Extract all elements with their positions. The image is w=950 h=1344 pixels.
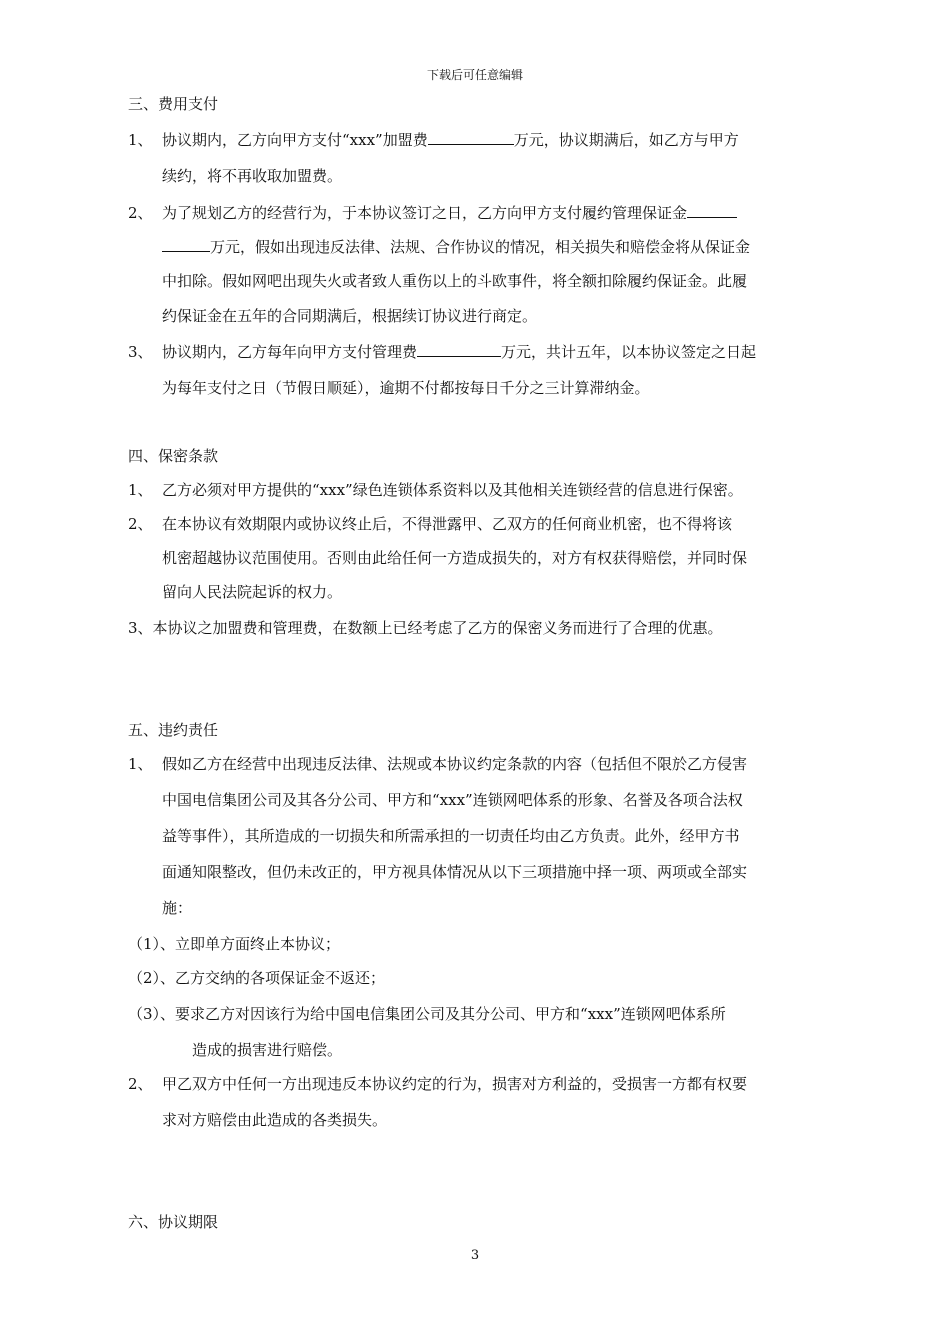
s3-item-3-line-1: 协议期内，乙方每年向甲方支付管理费 万元，共计五年，以本协议签定之日起: [162, 343, 757, 361]
s3-item-2-number: 2、: [128, 204, 153, 222]
s5-item-1-line-2: 中国电信集团公司及其各分公司、甲方和“xxx”连锁网吧体系的形象、名誉及各项合法权: [162, 791, 743, 809]
s5-item-1-line-3: 益等事件），其所造成的一切损失和所需承担的一切责任均由乙方负责。此外，经甲方书: [162, 827, 740, 845]
s5-measure-2: （2）、乙方交纳的各项保证金不返还；: [128, 969, 386, 987]
s5-item-1-line-1: 假如乙方在经营中出现违反法律、法规或本协议约定条款的内容（包括但不限於乙方侵害: [162, 755, 748, 773]
s4-item-1-number: 1、: [128, 481, 153, 499]
s4-item-2-line-3: 留向人民法院起诉的权力。: [162, 583, 343, 601]
s5-measure-3-line-2: 造成的损害进行赔偿。: [192, 1041, 343, 1059]
section-6-title: 六、协议期限: [128, 1213, 219, 1231]
s4-item-2-line-1: 在本协议有效期限内或协议终止后，不得泄露甲、乙双方的任何商业机密，也不得将该: [162, 515, 733, 533]
s5-item-1-line-4: 面通知限整改，但仍未改正的，甲方视具体情况从以下三项措施中择一项、两项或全部实: [162, 863, 748, 881]
s3-item-2-line-1: 为了规划乙方的经营行为，于本协议签订之日，乙方向甲方支付履约管理保证金: [162, 203, 737, 223]
s3-item-1-line-1: 协议期内，乙方向甲方支付“xxx”加盟费 万元，协议期满后，如乙方与甲方: [162, 131, 739, 149]
s5-item-1-line-5: 施：: [162, 899, 193, 917]
s5-item-2-number: 2、: [128, 1075, 153, 1093]
s4-item-2-number: 2、: [128, 515, 153, 533]
section-3-title: 三、费用支付: [128, 95, 219, 113]
s3-item-3-number: 3、: [128, 343, 153, 361]
s5-item-2-line-1: 甲乙双方中任何一方出现违反本协议约定的行为，损害对方利益的，受损害一方都有权要: [162, 1075, 748, 1093]
s3-item-3-line-2: 为每年支付之日（节假日顺延），逾期不付都按每日千分之三计算滞纳金。: [162, 379, 650, 397]
s3-item-2-line-2: 万元，假如出现违反法律、法规、合作协议的情况，相关损失和赔偿金将从保证金: [162, 237, 750, 257]
s3-item-2-line-3: 中扣除。假如网吧出现失火或者致人重伤以上的斗欧事件，将全额扣除履约保证金。此履: [162, 272, 748, 290]
s4-item-1-line-1: 乙方必须对甲方提供的“xxx”绿色连锁体系资料以及其他相关连锁经营的信息进行保密。: [162, 481, 743, 499]
page-header: 下载后可任意编辑: [426, 68, 523, 82]
management-fee-blank: [417, 342, 501, 357]
s5-measure-1: （1）、立即单方面终止本协议；: [128, 935, 341, 953]
deposit-blank-1: [687, 203, 737, 218]
s5-measure-3-line-1: （3）、要求乙方对因该行为给中国电信集团公司及其分公司、甲方和“xxx”连锁网吧体系所: [128, 1005, 726, 1023]
s4-item-3: 3、本协议之加盟费和管理费，在数额上已经考虑了乙方的保密义务而进行了合理的优惠。: [128, 619, 723, 637]
s3-item-2-line-4: 约保证金在五年的合同期满后，根据续订协议进行商定。: [162, 307, 538, 325]
page-number: 3: [470, 1248, 480, 1263]
s4-item-2-line-2: 机密超越协议范围使用。否则由此给任何一方造成损失的，对方有权获得赔偿，并同时保: [162, 549, 748, 567]
section-4-title: 四、保密条款: [128, 447, 219, 465]
s5-item-1-number: 1、: [128, 755, 153, 773]
section-5-title: 五、违约责任: [128, 721, 219, 739]
s3-item-1-number: 1、: [128, 131, 153, 149]
deposit-blank-2: [162, 237, 210, 252]
s5-item-2-line-2: 求对方赔偿由此造成的各类损失。: [162, 1111, 388, 1129]
fee-blank: [428, 130, 514, 145]
s3-item-1-line-2: 续约，将不再收取加盟费。: [162, 167, 343, 185]
